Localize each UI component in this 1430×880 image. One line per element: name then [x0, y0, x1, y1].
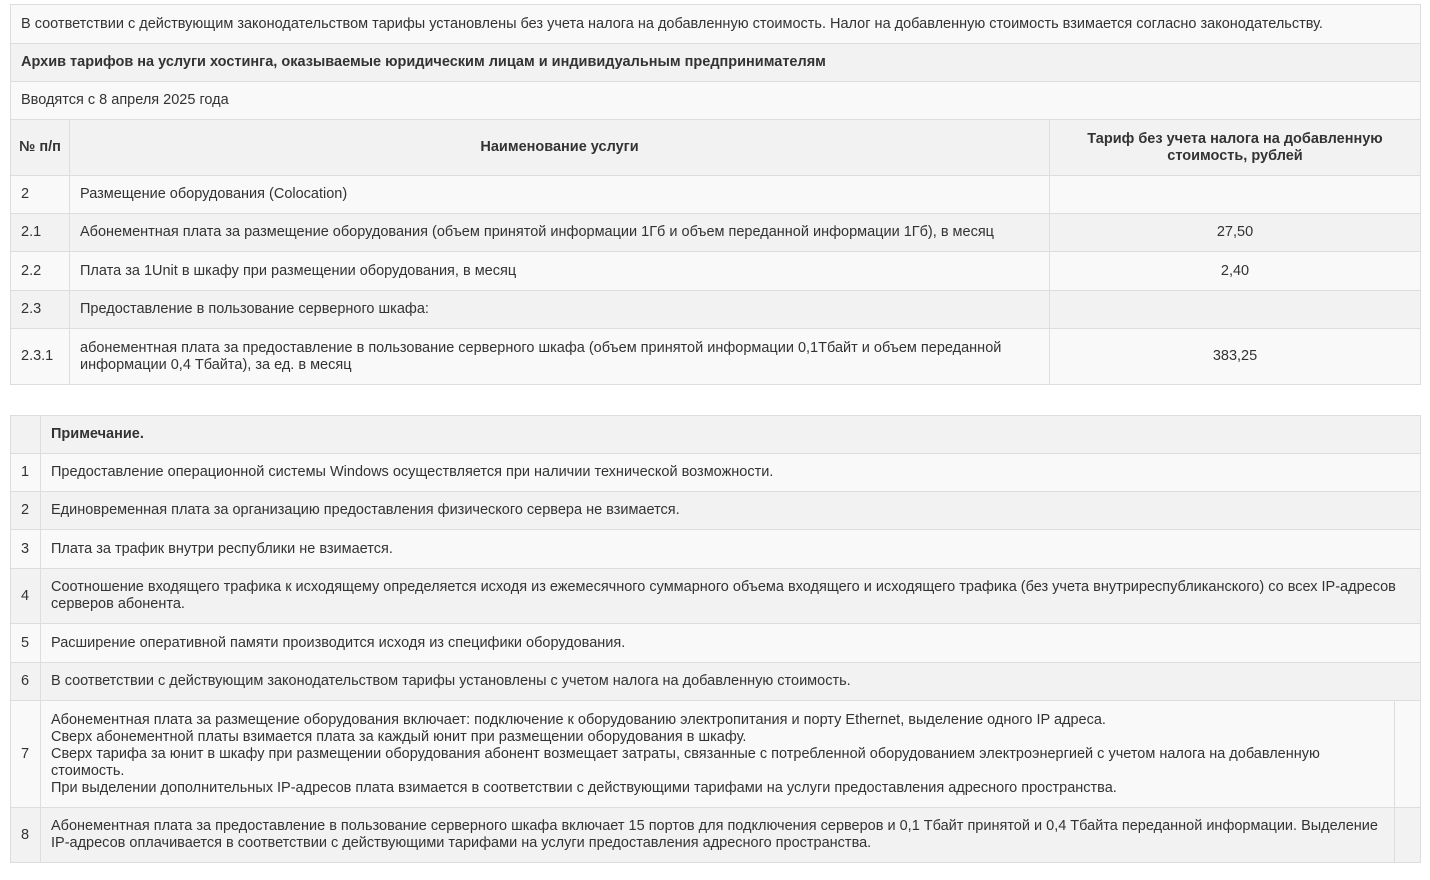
note-item	[11, 663, 1421, 701]
row-num: 2.3.1	[11, 329, 70, 385]
note-text: Единовременная плата за организацию предоставления физического сервера не взимается.	[41, 492, 1421, 530]
archive-title-row	[11, 44, 1421, 82]
note-item	[11, 808, 1421, 863]
row-num: 2.2	[11, 252, 70, 291]
note-text: Расширение оперативной памяти производится исходя из специфики оборудования.	[41, 624, 1421, 663]
notes-title-row	[11, 416, 1421, 454]
row-price	[1050, 176, 1421, 214]
effective-date: Вводятся с 8 апреля 2025 года	[11, 82, 1421, 120]
row-price	[1050, 291, 1421, 329]
table-row	[11, 214, 1421, 252]
row-name: абонементная плата за предоставление в пользование серверного шкафа (объем принятой информации 0,1Тбайт и объем переданной информации 0,4 Тбайта), за ед. в месяц	[70, 329, 1050, 385]
row-name: Плата за 1Unit в шкафу при размещении оборудования, в месяц	[70, 252, 1050, 291]
row-num: 2	[11, 176, 70, 214]
row-name: Предоставление в пользование серверного шкафа:	[70, 291, 1050, 329]
note-text: Плата за трафик внутри республики не взимается.	[41, 530, 1421, 569]
archive-title: Архив тарифов на услуги хостинга, оказываемые юридическим лицам и индивидуальным предпринимателям	[11, 44, 1421, 82]
notes-title: Примечание.	[41, 416, 1421, 454]
note-num: 5	[11, 624, 41, 663]
notice-row	[11, 5, 1421, 44]
note-text: В соответствии с действующим законодательством тарифы установлены с учетом налога на добавленную стоимость.	[41, 663, 1421, 701]
table-row	[11, 176, 1421, 214]
note-item	[11, 569, 1421, 624]
row-name: Абонементная плата за размещение оборудования (объем принятой информации 1Гб и объем переданной информации 1Гб), в месяц	[70, 214, 1050, 252]
row-price: 2,40	[1050, 252, 1421, 291]
note-item	[11, 454, 1421, 492]
note-item	[11, 530, 1421, 569]
effective-date-row	[11, 82, 1421, 120]
row-num: 2.3	[11, 291, 70, 329]
note-item	[11, 701, 1421, 808]
row-num: 2.1	[11, 214, 70, 252]
note-text: Абонементная плата за предоставление в пользование серверного шкафа включает 15 портов для подключения серверов и 0,1 Тбайт принятой и 0,4 Тбайта переданной информации. Выделение IP-адресов оплачивается в соответствии с действующими тарифами на услуги предоставления адресного пространства.	[41, 808, 1395, 863]
note-num: 7	[11, 701, 41, 808]
tariff-table	[10, 4, 1421, 385]
header-name: Наименование услуги	[70, 120, 1050, 176]
note-num: 3	[11, 530, 41, 569]
note-num: 1	[11, 454, 41, 492]
header-num: № п/п	[11, 120, 70, 176]
note-num: 2	[11, 492, 41, 530]
note-text: Предоставление операционной системы Windows осуществляется при наличии технической возможности.	[41, 454, 1421, 492]
table-row	[11, 329, 1421, 385]
table-header-row	[11, 120, 1421, 176]
row-price: 383,25	[1050, 329, 1421, 385]
table-row	[11, 252, 1421, 291]
note-num: 6	[11, 663, 41, 701]
table-row	[11, 291, 1421, 329]
note-text: Соотношение входящего трафика к исходящему определяется исходя из ежемесячного суммарного объема входящего и исходящего трафика (без учета внутриреспубликанского) со всех IP-адресов серверов абонента.	[41, 569, 1421, 624]
note-num: 4	[11, 569, 41, 624]
vat-notice: В соответствии с действующим законодательством тарифы установлены без учета налога на добавленную стоимость. Налог на добавленную стоимость взимается согласно законодательству.	[11, 5, 1421, 44]
note-text: Абонементная плата за размещение оборудования включает: подключение к оборудованию электропитания и порту Ethernet, выделение одного IP адреса. Сверх абонементной платы взимается плата за каждый юнит при размещении оборудования в шкафу. Сверх тарифа за юнит в шкафу при размещении оборудования абонент возмещает затраты, связанные с потребленной оборудованием электроэнергией с учетом налога на добавленную стоимость. При выделении дополнительных IP-адресов плата взимается в соответствии с действующими тарифами на услуги предоставления адресного пространства.	[41, 701, 1395, 808]
header-price: Тариф без учета налога на добавленную стоимость, рублей	[1050, 120, 1421, 176]
notes-table	[10, 415, 1421, 863]
row-price: 27,50	[1050, 214, 1421, 252]
row-name: Размещение оборудования (Colocation)	[70, 176, 1050, 214]
note-item	[11, 624, 1421, 663]
note-item	[11, 492, 1421, 530]
note-num: 8	[11, 808, 41, 863]
